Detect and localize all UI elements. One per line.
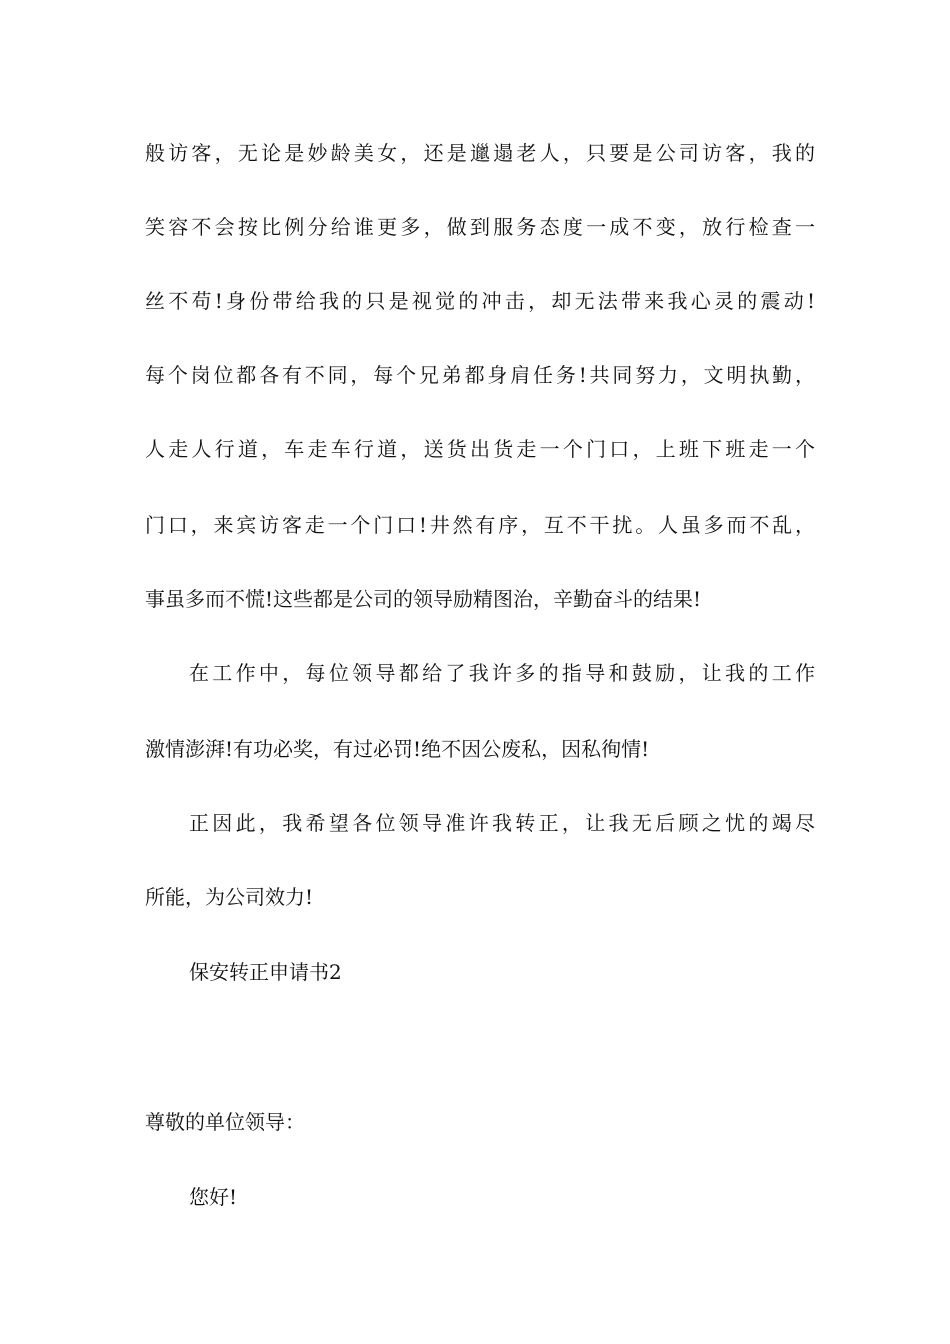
paragraph-line-10: 正因此，我希望各位领导准许我转正，让我无后顾之忧的竭尽	[189, 811, 815, 835]
paragraph-line-4: 每个岗位都各有不同，每个兄弟都身肩任务!共同努力，文明执勤，	[145, 363, 815, 387]
greeting: 您好!	[189, 1185, 238, 1209]
paragraph-line-6: 门口，来宾访客走一个门口!井然有序，互不干扰。人虽多而不乱，	[145, 513, 815, 537]
paragraph-line-8: 在工作中，每位领导都给了我许多的指导和鼓励，让我的工作	[189, 661, 815, 685]
paragraph-line-5: 人走人行道，车走车行道，送货出货走一个门口，上班下班走一个	[145, 437, 815, 461]
paragraph-line-7: 事虽多而不慌!这些都是公司的领导励精图治，辛勤奋斗的结果!	[145, 587, 702, 611]
paragraph-line-11: 所能，为公司效力!	[145, 885, 314, 909]
section-title: 保安转正申请书2	[189, 960, 342, 984]
paragraph-line-9: 激情澎湃!有功必奖，有过必罚!绝不因公废私，因私徇情!	[145, 737, 650, 761]
paragraph-line-3: 丝不苟!身份带给我的只是视觉的冲击，却无法带来我心灵的震动!	[145, 289, 815, 313]
paragraph-line-2: 笑容不会按比例分给谁更多，做到服务态度一成不变，放行检查一	[145, 215, 815, 239]
paragraph-line-1: 般访客，无论是妙龄美女，还是邋遢老人，只要是公司访客，我的	[145, 141, 815, 165]
salutation: 尊敬的单位领导：	[145, 1110, 305, 1134]
